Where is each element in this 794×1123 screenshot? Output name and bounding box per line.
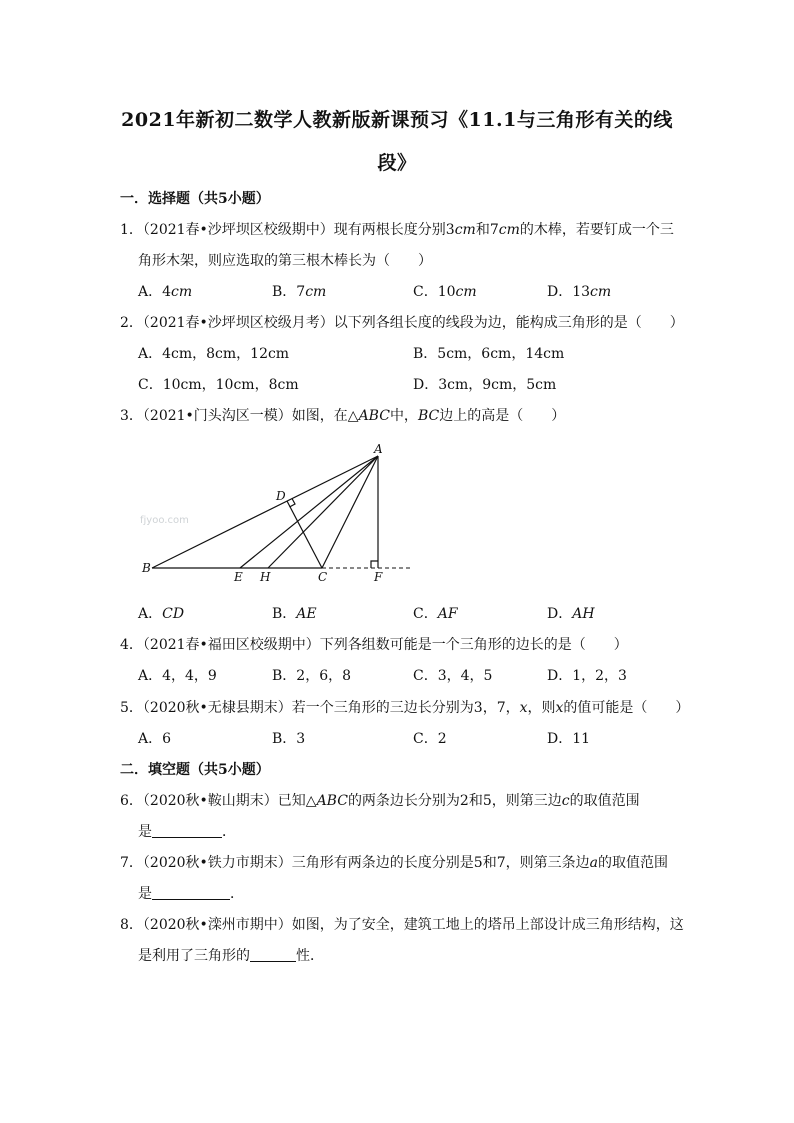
question-2-option-c[interactable]: C．10cm，10cm，8cm <box>138 377 299 393</box>
question-6-answer-blank[interactable] <box>152 823 222 838</box>
segment-ah <box>268 456 378 568</box>
page-title-continued: 段》 <box>377 152 417 174</box>
question-5-text: 5．（2020秋•无棣县期末）若一个三角形的三边长分别为3，7，x，则x的值可能是（ ） <box>120 700 690 716</box>
page-title: 2021年新初二数学人教新版新课预习《11.1与三角形有关的线 <box>121 109 673 131</box>
question-8-text: 8．（2020秋•滦州市期中）如图，为了安全，建筑工地上的塔吊上部设计成三角形结构，这 <box>120 917 684 933</box>
label-d: D <box>276 489 286 503</box>
question-2-option-b[interactable]: B．5cm，6cm，14cm <box>413 346 565 362</box>
question-3-option-b[interactable]: B．AE <box>272 606 317 622</box>
question-1-option-a[interactable]: A．4cm <box>138 284 193 300</box>
question-1-text: 1．（2021春•沙坪坝区校级期中）现有两根长度分别3cm和7cm的木棒，若要钉成一个三 <box>120 222 674 238</box>
question-3-option-c[interactable]: C．AF <box>413 606 458 622</box>
label-f: F <box>374 570 383 584</box>
question-3-text: 3．（2021•门头沟区一模）如图，在△ABC中，BC边上的高是（ ） <box>120 408 566 424</box>
label-b: B <box>142 561 151 575</box>
question-4-option-a[interactable]: A．4，4，9 <box>138 668 217 684</box>
question-5-option-a[interactable]: A．6 <box>138 731 172 747</box>
label-a: A <box>374 442 383 456</box>
question-6-text: 6．（2020秋•鞍山期末）已知△ABC的两条边长分别为2和5，则第三边c的取值范围 <box>120 793 640 809</box>
question-8-answer-blank[interactable] <box>250 947 296 962</box>
question-7-text-line2: 是 ． <box>138 886 244 902</box>
question-7-answer-blank[interactable] <box>152 885 230 900</box>
segment-ae <box>240 456 378 568</box>
label-e: E <box>234 570 243 584</box>
question-4-option-b[interactable]: B．2，6，8 <box>272 668 352 684</box>
question-1-option-b[interactable]: B．7cm <box>272 284 327 300</box>
question-1-option-d[interactable]: D．13cm <box>547 284 612 300</box>
question-5-option-b[interactable]: B．3 <box>272 731 306 747</box>
question-5-option-c[interactable]: C．2 <box>413 731 447 747</box>
question-1-text-line2: 角形木架，则应选取的第三根木棒长为（ ） <box>138 253 432 269</box>
question-1-option-c[interactable]: C．10cm <box>413 284 477 300</box>
question-8-text-line2: 是利用了三角形的 性． <box>138 948 324 964</box>
section-heading-choice: 一．选择题（共5小题） <box>120 191 270 207</box>
question-4-option-c[interactable]: C．3，4，5 <box>413 668 493 684</box>
question-5-option-d[interactable]: D．11 <box>547 731 591 747</box>
question-3-option-d[interactable]: D．AH <box>547 606 595 622</box>
question-4-text: 4．（2021春•福田区校级期中）下列各组数可能是一个三角形的边长的是（ ） <box>120 637 628 653</box>
question-4-option-d[interactable]: D．1，2，3 <box>547 668 627 684</box>
question-6-text-line2: 是 ． <box>138 824 236 840</box>
question-2-option-d[interactable]: D．3cm，9cm，5cm <box>413 377 557 393</box>
segment-cd <box>287 501 322 568</box>
figure-watermark: fjyoo.com <box>140 515 189 526</box>
segment-ac <box>322 456 378 568</box>
section-heading-fill: 二．填空题（共5小题） <box>120 762 270 778</box>
label-c: C <box>318 570 328 584</box>
triangle-figure <box>130 436 430 596</box>
question-2-text: 2．（2021春•沙坪坝区校级月考）以下列各组长度的线段为边，能构成三角形的是（ ） <box>120 315 684 331</box>
question-7-text: 7．（2020秋•铁力市期末）三角形有两条边的长度分别是5和7，则第三条边a的取值范围 <box>120 855 668 871</box>
right-angle-mark-f <box>371 561 378 568</box>
label-h: H <box>260 570 271 584</box>
question-3-option-a[interactable]: A．CD <box>138 606 185 622</box>
segment-ab <box>152 456 378 568</box>
question-2-option-a[interactable]: A．4cm，8cm，12cm <box>138 346 290 362</box>
